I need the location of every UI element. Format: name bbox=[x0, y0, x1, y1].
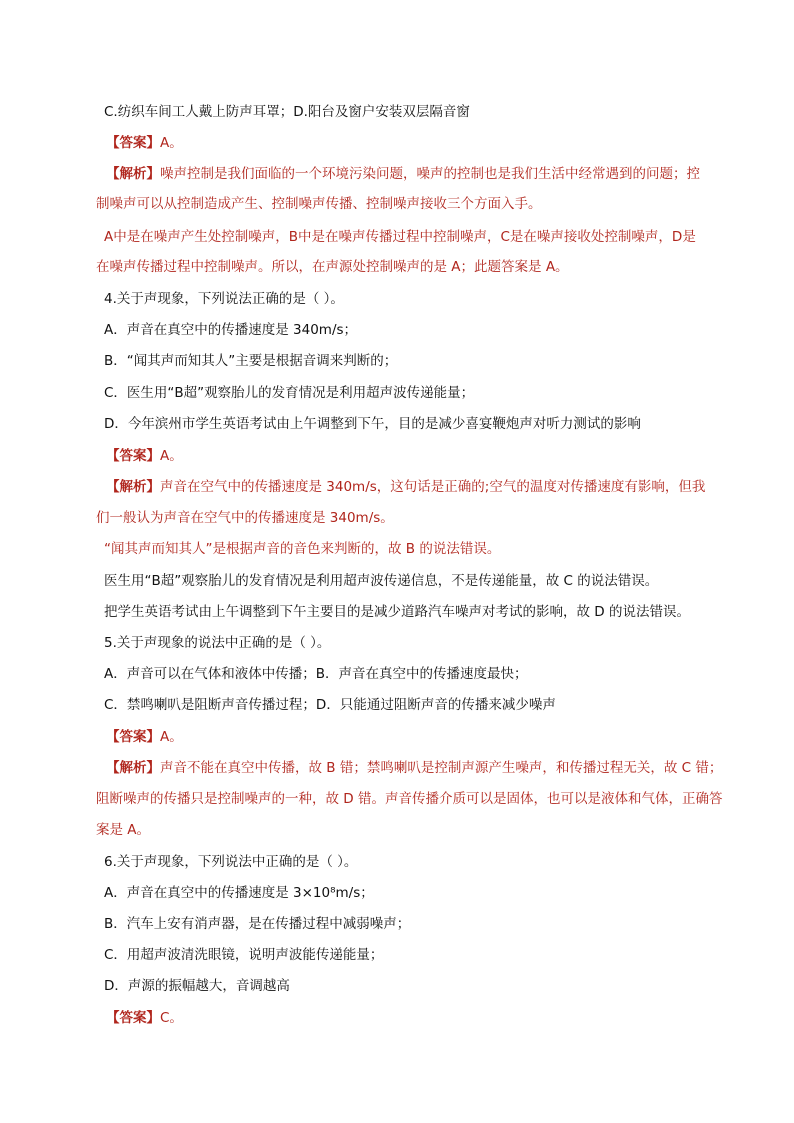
explanation-line: 制噪声可以从控制造成产生、控制噪声传播、控制噪声接收三个方面入手。 bbox=[96, 196, 542, 212]
answer-value: A。 bbox=[160, 135, 183, 151]
answer-line bbox=[106, 446, 734, 466]
option-line: C．禁鸣喇叭是阻断声音传播过程；D．只能通过阻断声音的传播来减少噪声 bbox=[104, 697, 556, 713]
option-line: A．声音在真空中的传播速度是 340m/s； bbox=[104, 322, 358, 338]
option-line: B．“闻其声而知其人”主要是根据音调来判断的； bbox=[104, 353, 398, 369]
explanation-line: “闻其声而知其人”是根据声音的音色来判断的，故 B 的说法错误。 bbox=[104, 541, 501, 557]
answer-label: 【答案】 bbox=[106, 448, 160, 464]
explanation-line bbox=[106, 164, 734, 184]
explanation-line: 案是 A。 bbox=[96, 822, 151, 838]
explanation-line: 阻断噪声的传播只是控制噪声的一种，故 D 错。声音传播介质可以是固体，也可以是液体和气体，正确答 bbox=[96, 791, 723, 807]
option-line: A．声音可以在气体和液体中传播；B．声音在真空中的传播速度最快； bbox=[104, 666, 528, 682]
option-line: D．声源的振幅越大，音调越高 bbox=[104, 978, 290, 994]
answer-value: C。 bbox=[160, 1010, 183, 1026]
explanation-line bbox=[106, 477, 734, 497]
option-line: D．今年滨州市学生英语考试由上午调整到下午，目的是减少喜宴鞭炮声对听力测试的影响 bbox=[104, 416, 641, 432]
option-line: B．汽车上安有消声器，是在传播过程中减弱噪声； bbox=[104, 916, 411, 932]
explanation-text: 声音在空气中的传播速度是 340m/s，这句话是正确的;空气的温度对传播速度有影响，但我 bbox=[160, 479, 706, 495]
answer-line bbox=[106, 1008, 734, 1028]
explanation-line: 医生用“B超”观察胎儿的发育情况是利用超声波传递信息，不是传递能量，故 C 的说法错误。 bbox=[104, 573, 659, 589]
explanation-label: 【解析】 bbox=[106, 479, 160, 495]
question-6: 6.关于声现象，下列说法中正确的是（ ）。 bbox=[104, 854, 358, 870]
explanation-line: 在噪声传播过程中控制噪声。所以，在声源处控制噪声的是 A；此题答案是 A。 bbox=[96, 259, 569, 275]
explanation-line: 把学生英语考试由上午调整到下午主要目的是减少道路汽车噪声对考试的影响，故 D 的说法错误。 bbox=[104, 604, 690, 620]
answer-label: 【答案】 bbox=[106, 135, 160, 151]
answer-value: A。 bbox=[160, 448, 183, 464]
answer-line bbox=[106, 727, 734, 747]
explanation-label: 【解析】 bbox=[106, 166, 160, 182]
explanation-text: 噪声控制是我们面临的一个环境污染问题，噪声的控制也是我们生活中经常遇到的问题；控 bbox=[160, 166, 700, 182]
question-4: 4.关于声现象，下列说法正确的是（ ）。 bbox=[104, 291, 344, 307]
answer-label: 【答案】 bbox=[106, 729, 160, 745]
explanation-text: 声音不能在真空中传播，故 B 错；禁鸣喇叭是控制声源产生噪声，和传播过程无关，故 C 错； bbox=[160, 760, 723, 776]
option-line: C．医生用“B超”观察胎儿的发育情况是利用超声波传递能量； bbox=[104, 385, 475, 401]
answer-line bbox=[106, 133, 734, 153]
option-line: C．用超声波清洗眼镜，说明声波能传递能量； bbox=[104, 947, 384, 963]
option-line: C.纺织车间工人戴上防声耳罩；D.阳台及窗户安装双层隔音窗 bbox=[104, 104, 470, 120]
explanation-label: 【解析】 bbox=[106, 760, 160, 776]
option-line: A．声音在真空中的传播速度是 3×10⁸m/s； bbox=[104, 885, 374, 901]
explanation-line: 们一般认为声音在空气中的传播速度是 340m/s。 bbox=[96, 510, 394, 526]
explanation-line bbox=[106, 758, 734, 778]
answer-label: 【答案】 bbox=[106, 1010, 160, 1026]
explanation-line: A中是在噪声产生处控制噪声，B中是在噪声传播过程中控制噪声，C是在噪声接收处控制噪声，D是 bbox=[104, 229, 696, 245]
answer-value: A。 bbox=[160, 729, 183, 745]
question-5: 5.关于声现象的说法中正确的是（ ）。 bbox=[104, 635, 331, 651]
